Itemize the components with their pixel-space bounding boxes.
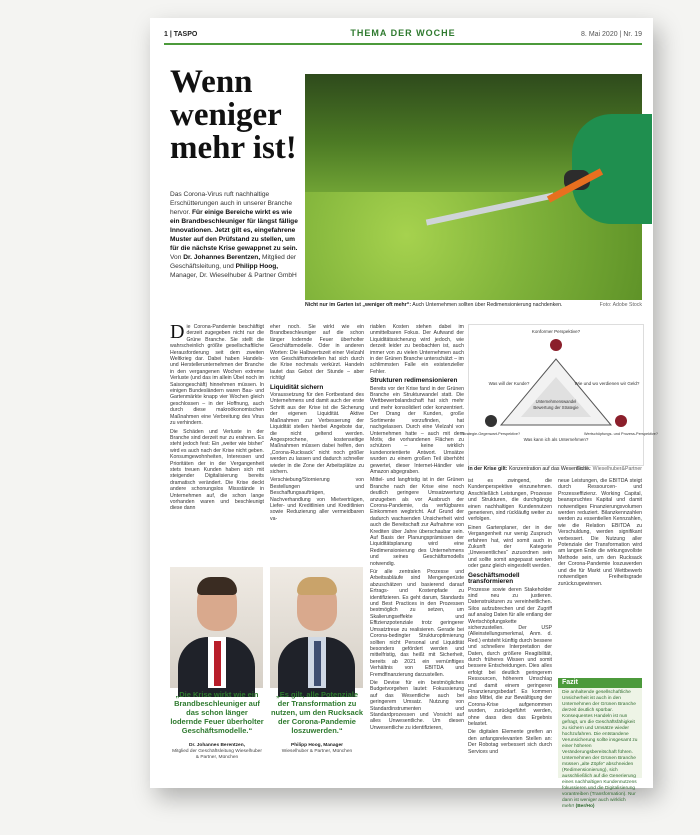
author-1: Dr. Johannes Berentzen, bbox=[183, 254, 261, 261]
top-icon bbox=[550, 339, 562, 351]
portrait-hoog bbox=[270, 567, 363, 688]
author-2-role: Manager, Dr. Wieselhuber & Partner GmbH bbox=[170, 272, 297, 279]
gardener-arm bbox=[572, 114, 652, 224]
diagram-credit: Grafik: Wieselhuber&Partner bbox=[575, 466, 642, 472]
col5-paragraph-1: neue Leistungen, die EBITDA steigt durch Ressourcen- und Prozesseffizienz. Working Capital, beanspruchtes Kapital und damit notwendiges Finanzierungsvolumen werden reduziert. Bilanzkennzahlen werden zu essentiellen Kennzahlen, wie die Relation EBITDA zu Verschuldung, werden signifikant verbessert. Die Nutzung aller Potenziale der Transformation wird am langen Ende die wirkungsvollste Methode sein, um den Rucksack der Corona-Pandemie loszuwerden und die für Markt und Wettbewerb notwendigen Freiheitsgrade zurückzugewinnen. bbox=[558, 478, 642, 587]
left-icon bbox=[485, 415, 497, 427]
page-header bbox=[164, 28, 642, 42]
drop-cap: D bbox=[170, 321, 185, 343]
intro-lead: Das Corona-Virus ruft nachhaltige Erschütterungen auch in unserer Branche hervor. bbox=[170, 191, 293, 216]
subheading-liquiditaet: Liquidität sichern bbox=[270, 383, 324, 391]
col2-paragraph-1: eher noch. Sie wirkt wie ein Brandbeschleuniger auf die schon länger lodernde Feuer überholter Geschäftsmodelle. Oder in anderen Worten: Die Halbwertszeit einer Vielzahl von Geschäftsmodellen hat sich durch die Krise nochmals verkürzt. Handeln lautet das Gebot der Stunde – aber richtig! bbox=[270, 324, 364, 382]
diagram-center-label-2: Bewertung der Strategie bbox=[533, 405, 579, 410]
newspaper-page bbox=[150, 18, 659, 809]
col2-paragraph-3: Verschiebung/Stornierung von Bestellungen und Beschaffungsaufträgen, Nachverhandlung von Mietverträgen, Liefer- und Kreditlinien und Kreditlinien sowie Reduzierung aller vermeidbaren va- bbox=[270, 477, 364, 522]
header-rule bbox=[164, 43, 642, 45]
quote-hoog: „Es gilt, alle Potenziale der Transformation zu nutzen, um den Rucksack der Corona-Pandemie loszuwerden.“ bbox=[270, 690, 364, 735]
fazit-text: Die anhaltende gesellschaftliche Unsicherheit ist auch in den Unternehmen der Grünen Branche derzeit deutlich spürbar. Konsequentes Handeln ist nun gefragt, um die Geschäftsfähigkeit zu sichern und Umsätze wieder hochzufahren. Die entstandene Verunsicherung sollte insgesamt zu einer höheren Veränderungsbereitschaft führen. Unternehmen der Grünen Branche müssen „alte Zöpfe“ abschneiden (Redimensionierung), sich ausschließlich auf die Generierung eines nachhaltigen Kundennutzens fokussieren und die Digitalisierung vorantreiben (Transformation). Nur dann ist weniger auch wirklich mehr! (Ber/Ho) bbox=[562, 690, 638, 809]
diagram-caption bbox=[468, 466, 642, 472]
col3-paragraph-2: Bereits vor der Krise fand in der Grünen Branche ein Strukturwandel statt. Die Wettbewerbslandschaft hat sich mehr und mehr konsolidiert oder konzentriert. Der Drang der Kunden, große Sortimente vorzufinden, hat nachgelassen. Durch eine Vielzahl von Unternehmen hatte – auch mit dem Motiv, die vorhandenen Flächen zu schützen – keine wirklich kundenorientierte Antwort. Umsätze wurden zu einem großen Teil überhöht gewertet, dieser Internet-Händler wie Amazon abgegraben. bbox=[370, 385, 464, 475]
triangle-svg bbox=[461, 325, 659, 465]
intro-von: Von bbox=[170, 254, 182, 261]
diagram-bottom-label: Was kann ich als Unternehmen? bbox=[523, 437, 589, 442]
author-2: Philipp Hoog, bbox=[235, 263, 279, 270]
col4-paragraph-2: Einen Gartenplaner, der in der Vergangenheit nur wenig Zuspruch erfahren hat, wird somit auch in Zukunft der Kategorie „Unwesentliches“ zuzuordnen sein und sollte somit angepasst werden oder ganz gleich eingestellt werden. bbox=[468, 524, 552, 570]
col4-paragraph-4: Die digitalen Elemente greifen an den anfangsrelevanten Stellen an: Der Robotag verbessert sich durch Services und bbox=[468, 729, 552, 755]
diagram-caption-text: Konzentration auf das Wesentliche. bbox=[508, 466, 591, 472]
article-column-4 bbox=[468, 478, 552, 757]
article-column-1 bbox=[170, 321, 264, 514]
hero-caption bbox=[305, 302, 642, 308]
right-icon bbox=[615, 415, 627, 427]
fazit-sign: (Ber/Ho) bbox=[575, 804, 595, 809]
diagram-right-label: Wie und wo verdienen wir Geld? bbox=[574, 381, 640, 386]
diagram-br-label: Wertschöpfungs- und Prozess-Perspektive? bbox=[583, 432, 659, 436]
page-number: 1 | TASPO bbox=[164, 31, 198, 38]
hero-caption-text: Auch Unternehmen sollten über Redimensionierung nachdenken. bbox=[412, 302, 563, 308]
col1-paragraph-2: Die Schäden und Verluste in der Branche sind derzeit nur zu erahnen. Es steht jedoch fest: Ein „weiter wie bisher“ wird es auch nach der Krise nicht geben. Konsumgewohnheiten, Interessen und Prioritäten der in der Vergangenheit stets treuen Kunden haben sich mit steigender Digitalisierung bereits dramatisch verändert. Die Krise deckt andere schonungslos Missstände in Unternehmen auf, die schon lange vorhanden waren und beschleunigt diese dann bbox=[170, 428, 264, 512]
diagram-top-label: Konformer Perspektive? bbox=[531, 329, 581, 334]
diagram-center-label: Unternehmenswandel bbox=[535, 399, 577, 404]
intro-bold: Für einige Bereiche wirkt es wie ein Brandbeschleuniger für längst fällige Innovationen. Jetzt gilt es, eingefahrene Muster auf den Prüfstand zu stellen, um für die nächste Krise gewappnet zu sein. bbox=[170, 209, 298, 252]
quote-hoog-author: Philipp Hoog, Manager Wieselhuber & Partner, München bbox=[281, 743, 353, 754]
hero-credit: Foto: Adobe Stock bbox=[599, 302, 642, 308]
fazit-title: Fazit bbox=[562, 679, 578, 686]
article-column-5 bbox=[558, 478, 642, 589]
col3-paragraph-4: Für alle zentralen Prozesse und Arbeitsabläufe sind Mengengerüste abzuschätzen und basierend darauf Ertrags- und Kostenpfade zu identifizieren. Es geht darum, Standards und Best Practices in den Prozessen bestmöglich zu setzen, um Skalierungseffekte und Effizienzpotenziale trotz geringerer Umsatztreue zu realisieren. Gerade bei Corona-bedingter Strukturoptimierung sollten nicht Personal und Liquidität besonders gefördert werden und mittelfristig, das heißt mit Sicherheit, bereits ab 2021 ein vernünftiges Verhältnis von EBITDA und Fremdfinanzierung darzustellen. bbox=[370, 569, 464, 678]
col4-paragraph-3: Prozesse sowie deren Stakeholder sind neu zu justieren. Datenstrukturen zu vereinheitlichen. Silos aufzubrechen und der Zugriff auf analog Daten für alle entlang der Wertschöpfungskette sicherzustellen. Der USP (Alleinstellungsmerkmal, Anm. d. Red.) entsteht künftig durch bessere und schnellere Interpretation der Daten, durch größere Reagibilität, durch früheres Wissen und somit bessere Entscheidungen. Dies alles erfolgt bei deutlich geringerem Ressourcen, höherem Umschlag und damit einem geringeren Finanzierungsbedarf. Es kommen also Mittel, die zur Bewältigung der Corona-Krise aufgenommen wurden, zurückgeführt werden, ohne dass dies das Ergebnis belastet. bbox=[468, 586, 552, 728]
article-column-3 bbox=[370, 324, 464, 733]
col3-paragraph-1: riablen Kosten stehen dabei im unmittelbaren Fokus. Der Aufwand der Liquiditätssicherung wird jedoch, wie derzeit leider zu beobachten ist, auch immer von zu vielen Unternehmen auch in der Grünen Branche unterschätzt – im schlimmsten Falle ein existenzieller Fehler. bbox=[370, 324, 464, 375]
col3-paragraph-5: Die Devise für ein bestmögliches Budgetvorgehen lautet: Fokussierung auf das Wesentliche auch bei geringerem Umsatz. Nutzung von Standardinstrumenten und Standardprozessen und Vorsicht auf alles Unwesentliche. Um diesen Unwesentliche zu identifizieren, bbox=[370, 679, 464, 731]
section-title: THEMA DER WOCHE bbox=[350, 28, 456, 38]
intro-text bbox=[170, 190, 298, 280]
diagram-caption-bold: In der Krise gilt: bbox=[468, 466, 508, 472]
subheading-strukturen: Strukturen redimensionieren bbox=[370, 377, 458, 385]
diagram-left-label: Was will der Kunde? bbox=[488, 381, 530, 386]
strategy-triangle-diagram bbox=[461, 324, 659, 466]
headline: Wenn weniger mehr ist! bbox=[170, 64, 297, 166]
col3-paragraph-3: Mittel- und langfristig ist in der Grünen Branche nach der Krise eine noch deutlich geringere Umsatzwertung anzugeben als vor Ausbruch der Corona-Pandemie, da verfügbares Einkommen wegbricht. Auf Grund der dadurch wachsenden Unsicherheit wird auch die Bereitschaft zur Aufnahme von Krediten über Jahre überschaubar sein. Auf Basis der Planungsprämissen der Liquiditätsplanung wird eine Redimensionierung des Unternehmens und seines Geschäftsmodells notwendig. bbox=[370, 477, 464, 567]
diagram-bl-label: Strategie-Gegenwart-Perspektive? bbox=[461, 432, 521, 436]
quote-berentzen: „Die Krise wirkt wie ein Brandbeschleuniger auf das schon länger lodernde Feuer überholter Geschäftsmodelle.“ bbox=[170, 690, 264, 735]
col4-paragraph-1: ist es zwingend, die Kundenperspektive einzunehmen. Anschließlich Leistungen, Prozesse und Strukturen, die durchgängig einen nachhaltigen Kundennutzen generieren, sind rückläufig weiter zu verfolgen. bbox=[468, 478, 552, 523]
subheading-geschaeftsmodell: Geschäftsmodell transformieren bbox=[468, 571, 520, 586]
col1-paragraph-1: Die Corona-Pandemie beschäftigt derzeit zugegeben nicht nur die Grüne Branche. Sie stellt die wahrscheinlich größte gesellschaftliche Herausforderung seit dem zweiten Weltkrieg dar. Dabei haben Handels- und Herstellerunternehmen der Branche in den vergangenen Wochen extreme Verluste (und das im allein Übel noch im Saisongeschäft) hinnehmen müssen. In einigen Bundesländern waren Bau- und Gartenmärkte knapp vier Wochen gleich geschlossen – in der Hoffnung, auch durch diese makroökonomischen Maßnahmen eine Verbreitung des Virus zu verhindern. bbox=[170, 321, 264, 427]
col2-paragraph-2: Voraussetzung für den Fortbestand des Unternehmens und damit auch der erste Schritt aus der Krise ist die Sicherung der eigenen Liquidität. Aktive Maßnahmen zur Verbesserung der Liquidität stellen hierbei Angebote dar, die nicht geltend werden. Angesprochene, kostenseitige Maßnahmen müssen dabei helfen, den „Corona-Rucksack“ nicht noch größer werden zu lassen und dadurch schneller wieder in die Zone der Arbeitsplätze zu sichern. bbox=[270, 392, 364, 475]
hero-photo-hedge-trimming bbox=[305, 74, 642, 300]
issue-date: 8. Mai 2020 | Nr. 19 bbox=[581, 31, 642, 38]
hero-caption-bold: Nicht nur im Garten ist „weniger oft mehr“: bbox=[305, 302, 412, 308]
author-1-role: Mitglied der Geschäftsleitung, und bbox=[170, 254, 297, 270]
quote-berentzen-author: Dr. Johannes Berentzen, Mitglied der Geschäftsleitung Wieselhuber & Partner, München bbox=[172, 743, 262, 760]
fazit-box bbox=[558, 678, 642, 809]
article-column-2 bbox=[270, 324, 364, 524]
portrait-berentzen bbox=[170, 567, 263, 688]
